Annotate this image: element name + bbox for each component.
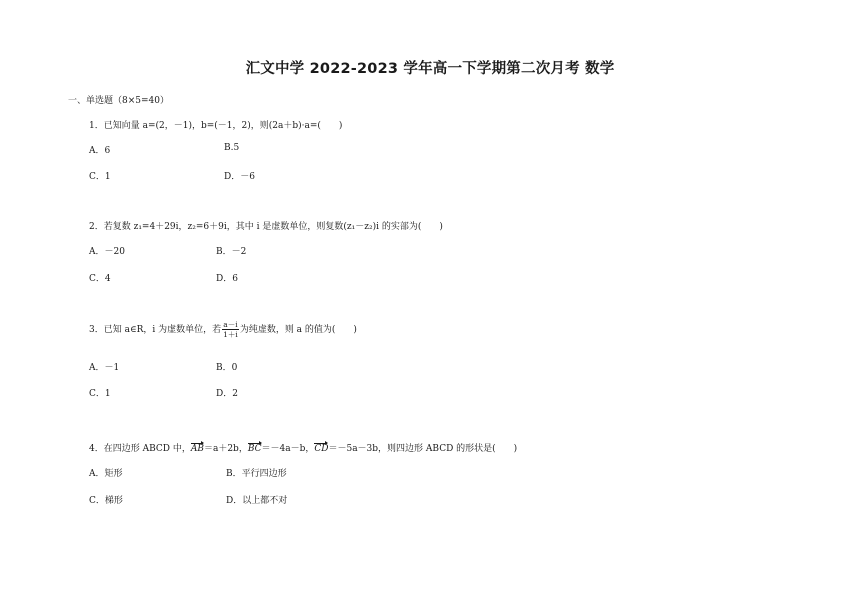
vector-bc: BC — [247, 444, 262, 454]
q4-segment-3: ＝－5a－3b，则四边形 ABCD 的形状是( ) — [328, 444, 518, 454]
q3-text-before: 3．已知 a∈R，i 为虚数单位，若 — [89, 325, 222, 335]
q4-option-b[interactable]: B．平行四边形 — [226, 469, 287, 479]
q4-segment-2: ＝－4a－b， — [261, 444, 315, 454]
q1-option-b[interactable]: B.5 — [224, 143, 240, 153]
q3-text-after: 为纯虚数，则 a 的值为( ) — [239, 325, 357, 335]
question-2: 2．若复数 z₁=4＋29i，z₂=6＋9i，其中 i 是虚数单位，则复数(z₁－z₂)i 的实部为( ) — [89, 222, 443, 232]
vector-ab: AB — [190, 444, 204, 454]
q4-option-d[interactable]: D．以上都不对 — [226, 496, 288, 506]
question-3 — [89, 320, 357, 339]
q2-option-c[interactable]: C．4 — [89, 274, 111, 284]
question-4 — [89, 441, 517, 454]
q3-option-b[interactable]: B．0 — [216, 363, 238, 373]
page-title: 汇文中学 2022-2023 学年高一下学期第二次月考 数学 — [245, 61, 615, 77]
q2-option-b[interactable]: B．－2 — [216, 247, 247, 257]
q1-option-c[interactable]: C．1 — [89, 172, 111, 182]
q3-fraction-numerator: a－i — [223, 320, 238, 329]
q3-fraction — [222, 320, 239, 339]
q1-option-d[interactable]: D．－6 — [224, 172, 255, 182]
q4-option-c[interactable]: C．梯形 — [89, 496, 123, 506]
question-1: 1．已知向量 a=(2，－1)，b=(－1，2)，则(2a＋b)·a=( ) — [89, 121, 343, 131]
q4-text-start: 4．在四边形 ABCD 中， — [89, 444, 191, 454]
q4-option-a[interactable]: A．矩形 — [89, 469, 123, 479]
q3-fraction-denominator: 1＋i — [223, 330, 238, 339]
q4-segment-1: ＝a＋2b， — [203, 444, 248, 454]
q3-option-c[interactable]: C．1 — [89, 389, 111, 399]
q2-option-a[interactable]: A．－20 — [89, 247, 125, 257]
q3-option-a[interactable]: A．－1 — [89, 363, 120, 373]
vector-cd: CD — [314, 444, 329, 454]
q2-option-d[interactable]: D．6 — [216, 274, 238, 284]
q3-option-d[interactable]: D．2 — [216, 389, 238, 399]
section-heading: 一、单选题（8×5=40） — [68, 96, 169, 106]
q1-option-a[interactable]: A．6 — [89, 146, 111, 156]
